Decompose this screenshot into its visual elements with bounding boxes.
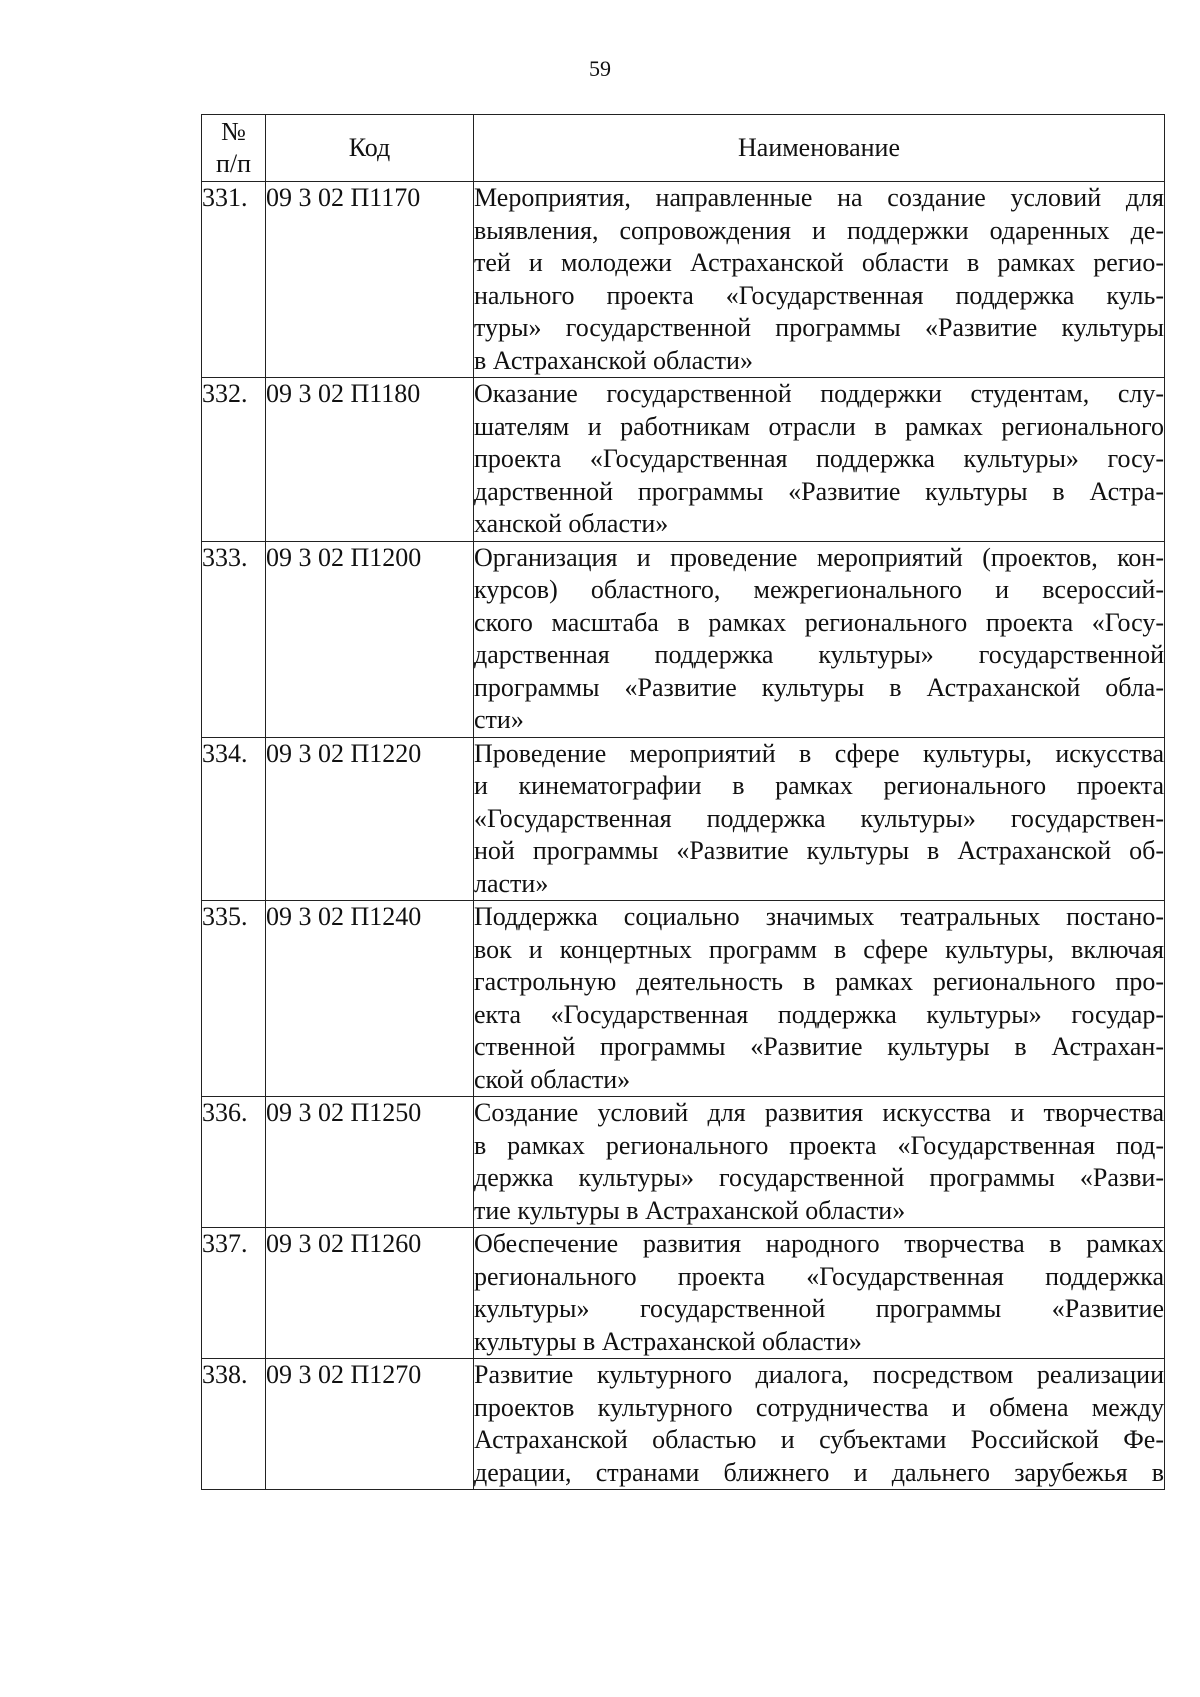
row-name-line: ласти» (474, 868, 549, 898)
row-name-line: Создание условий для развития искусства и творчества (474, 1098, 1164, 1127)
row-code: 09 3 02 П1170 (266, 182, 474, 378)
table-row (202, 1228, 1165, 1359)
row-code: 09 3 02 П1260 (266, 1228, 474, 1359)
row-name-line: нального проекта «Государственная поддержка куль- (474, 280, 1164, 310)
row-name-line: шателям и работникам отрасли в рамках регионального (474, 411, 1164, 441)
row-name-line: проекта «Государственная поддержка культуры» госу- (474, 444, 1164, 473)
table-row (202, 182, 1165, 378)
row-name-line: вок и концертных программ в сфере культуры, включая (474, 934, 1164, 964)
row-name-line: в рамках регионального проекта «Государственная под- (474, 1130, 1164, 1160)
row-name-line: Развитие культурного диалога, посредством реализации (474, 1360, 1164, 1389)
row-name-line: гастрольную деятельность в рамках регионального про- (474, 967, 1164, 996)
row-name-line: выявления, сопровождения и поддержки одаренных де- (474, 215, 1164, 245)
row-code: 09 3 02 П1180 (266, 378, 474, 542)
row-name-line: дарственной программы «Развитие культуры в Астра- (474, 476, 1164, 506)
row-name-line: ханской области» (474, 509, 669, 538)
table-row (202, 901, 1165, 1097)
header-number (202, 115, 266, 182)
row-name-line: культуры в Астраханской области» (474, 1326, 862, 1356)
row-name-line: екта «Государственная поддержка культуры» государ- (474, 999, 1164, 1029)
row-code: 09 3 02 П1250 (266, 1097, 474, 1228)
row-name-line: тей и молодежи Астраханской области в рамках регио- (474, 248, 1164, 277)
table-row (202, 1097, 1165, 1228)
row-name-line: туры» государственной программы «Развитие культуры (474, 313, 1164, 342)
row-number: 336. (202, 1097, 266, 1228)
row-name-line: дерации, странами ближнего и дальнего зарубежья в (474, 1457, 1164, 1487)
row-name-line: в Астраханской области» (474, 345, 753, 375)
table-row (202, 541, 1165, 737)
row-name-line: держка культуры» государственной программы «Разви- (474, 1163, 1164, 1192)
row-name-line: Организация и проведение мероприятий (проектов, кон- (474, 542, 1164, 572)
header-number-sub: п/п (215, 149, 252, 178)
row-name-line: ского масштаба в рамках регионального проекта «Госу- (474, 607, 1164, 637)
row-code: 09 3 02 П1240 (266, 901, 474, 1097)
row-name (474, 1228, 1165, 1359)
row-number: 332. (202, 378, 266, 542)
row-name-line: тие культуры в Астраханской области» (474, 1195, 906, 1225)
classification-table (201, 114, 1165, 1490)
header-code: Код (266, 115, 474, 182)
row-name-line: Поддержка социально значимых театральных постано- (474, 902, 1164, 931)
row-name-line: сти» (474, 705, 524, 734)
header-number-sign: № (221, 116, 246, 146)
row-name-line: ской области» (474, 1064, 631, 1094)
row-name-line: Мероприятия, направленные на создание условий для (474, 183, 1164, 212)
row-name-line: Оказание государственной поддержки студентам, слу- (474, 379, 1164, 408)
table-row (202, 1359, 1165, 1490)
table-row (202, 378, 1165, 542)
row-name (474, 182, 1165, 378)
row-name-line: Проведение мероприятий в сфере культуры, искусства (474, 738, 1164, 768)
row-name-line: дарственная поддержка культуры» государственной (474, 640, 1164, 669)
row-number: 335. (202, 901, 266, 1097)
row-name-line: курсов) областного, межрегионального и всероссий- (474, 575, 1164, 604)
row-name (474, 541, 1165, 737)
row-name-line: Астраханской областью и субъектами Российской Фе- (474, 1425, 1164, 1454)
row-number: 334. (202, 737, 266, 901)
row-code: 09 3 02 П1200 (266, 541, 474, 737)
row-name-line: «Государственная поддержка культуры» государствен- (474, 803, 1164, 833)
row-name (474, 1097, 1165, 1228)
row-name-line: культуры» государственной программы «Развитие (474, 1294, 1164, 1323)
row-name-line: ственной программы «Развитие культуры в Астрахан- (474, 1032, 1164, 1061)
row-name (474, 901, 1165, 1097)
row-number: 337. (202, 1228, 266, 1359)
row-number: 338. (202, 1359, 266, 1490)
row-number: 331. (202, 182, 266, 378)
row-name-line: ной программы «Развитие культуры в Астраханской об- (474, 836, 1164, 865)
row-name (474, 378, 1165, 542)
row-name-line: регионального проекта «Государственная поддержка (474, 1261, 1164, 1291)
row-name (474, 737, 1165, 901)
row-name-line: Обеспечение развития народного творчества в рамках (474, 1229, 1164, 1258)
row-number: 333. (202, 541, 266, 737)
row-code: 09 3 02 П1270 (266, 1359, 474, 1490)
page-number: 59 (589, 56, 611, 81)
row-name (474, 1359, 1165, 1490)
row-name-line: программы «Развитие культуры в Астраханской обла- (474, 672, 1164, 702)
row-code: 09 3 02 П1220 (266, 737, 474, 901)
header-name: Наименование (474, 115, 1165, 182)
table-header-row (202, 115, 1165, 182)
row-name-line: и кинематографии в рамках регионального проекта (474, 771, 1164, 800)
table-row (202, 737, 1165, 901)
row-name-line: проектов культурного сотрудничества и обмена между (474, 1392, 1164, 1422)
